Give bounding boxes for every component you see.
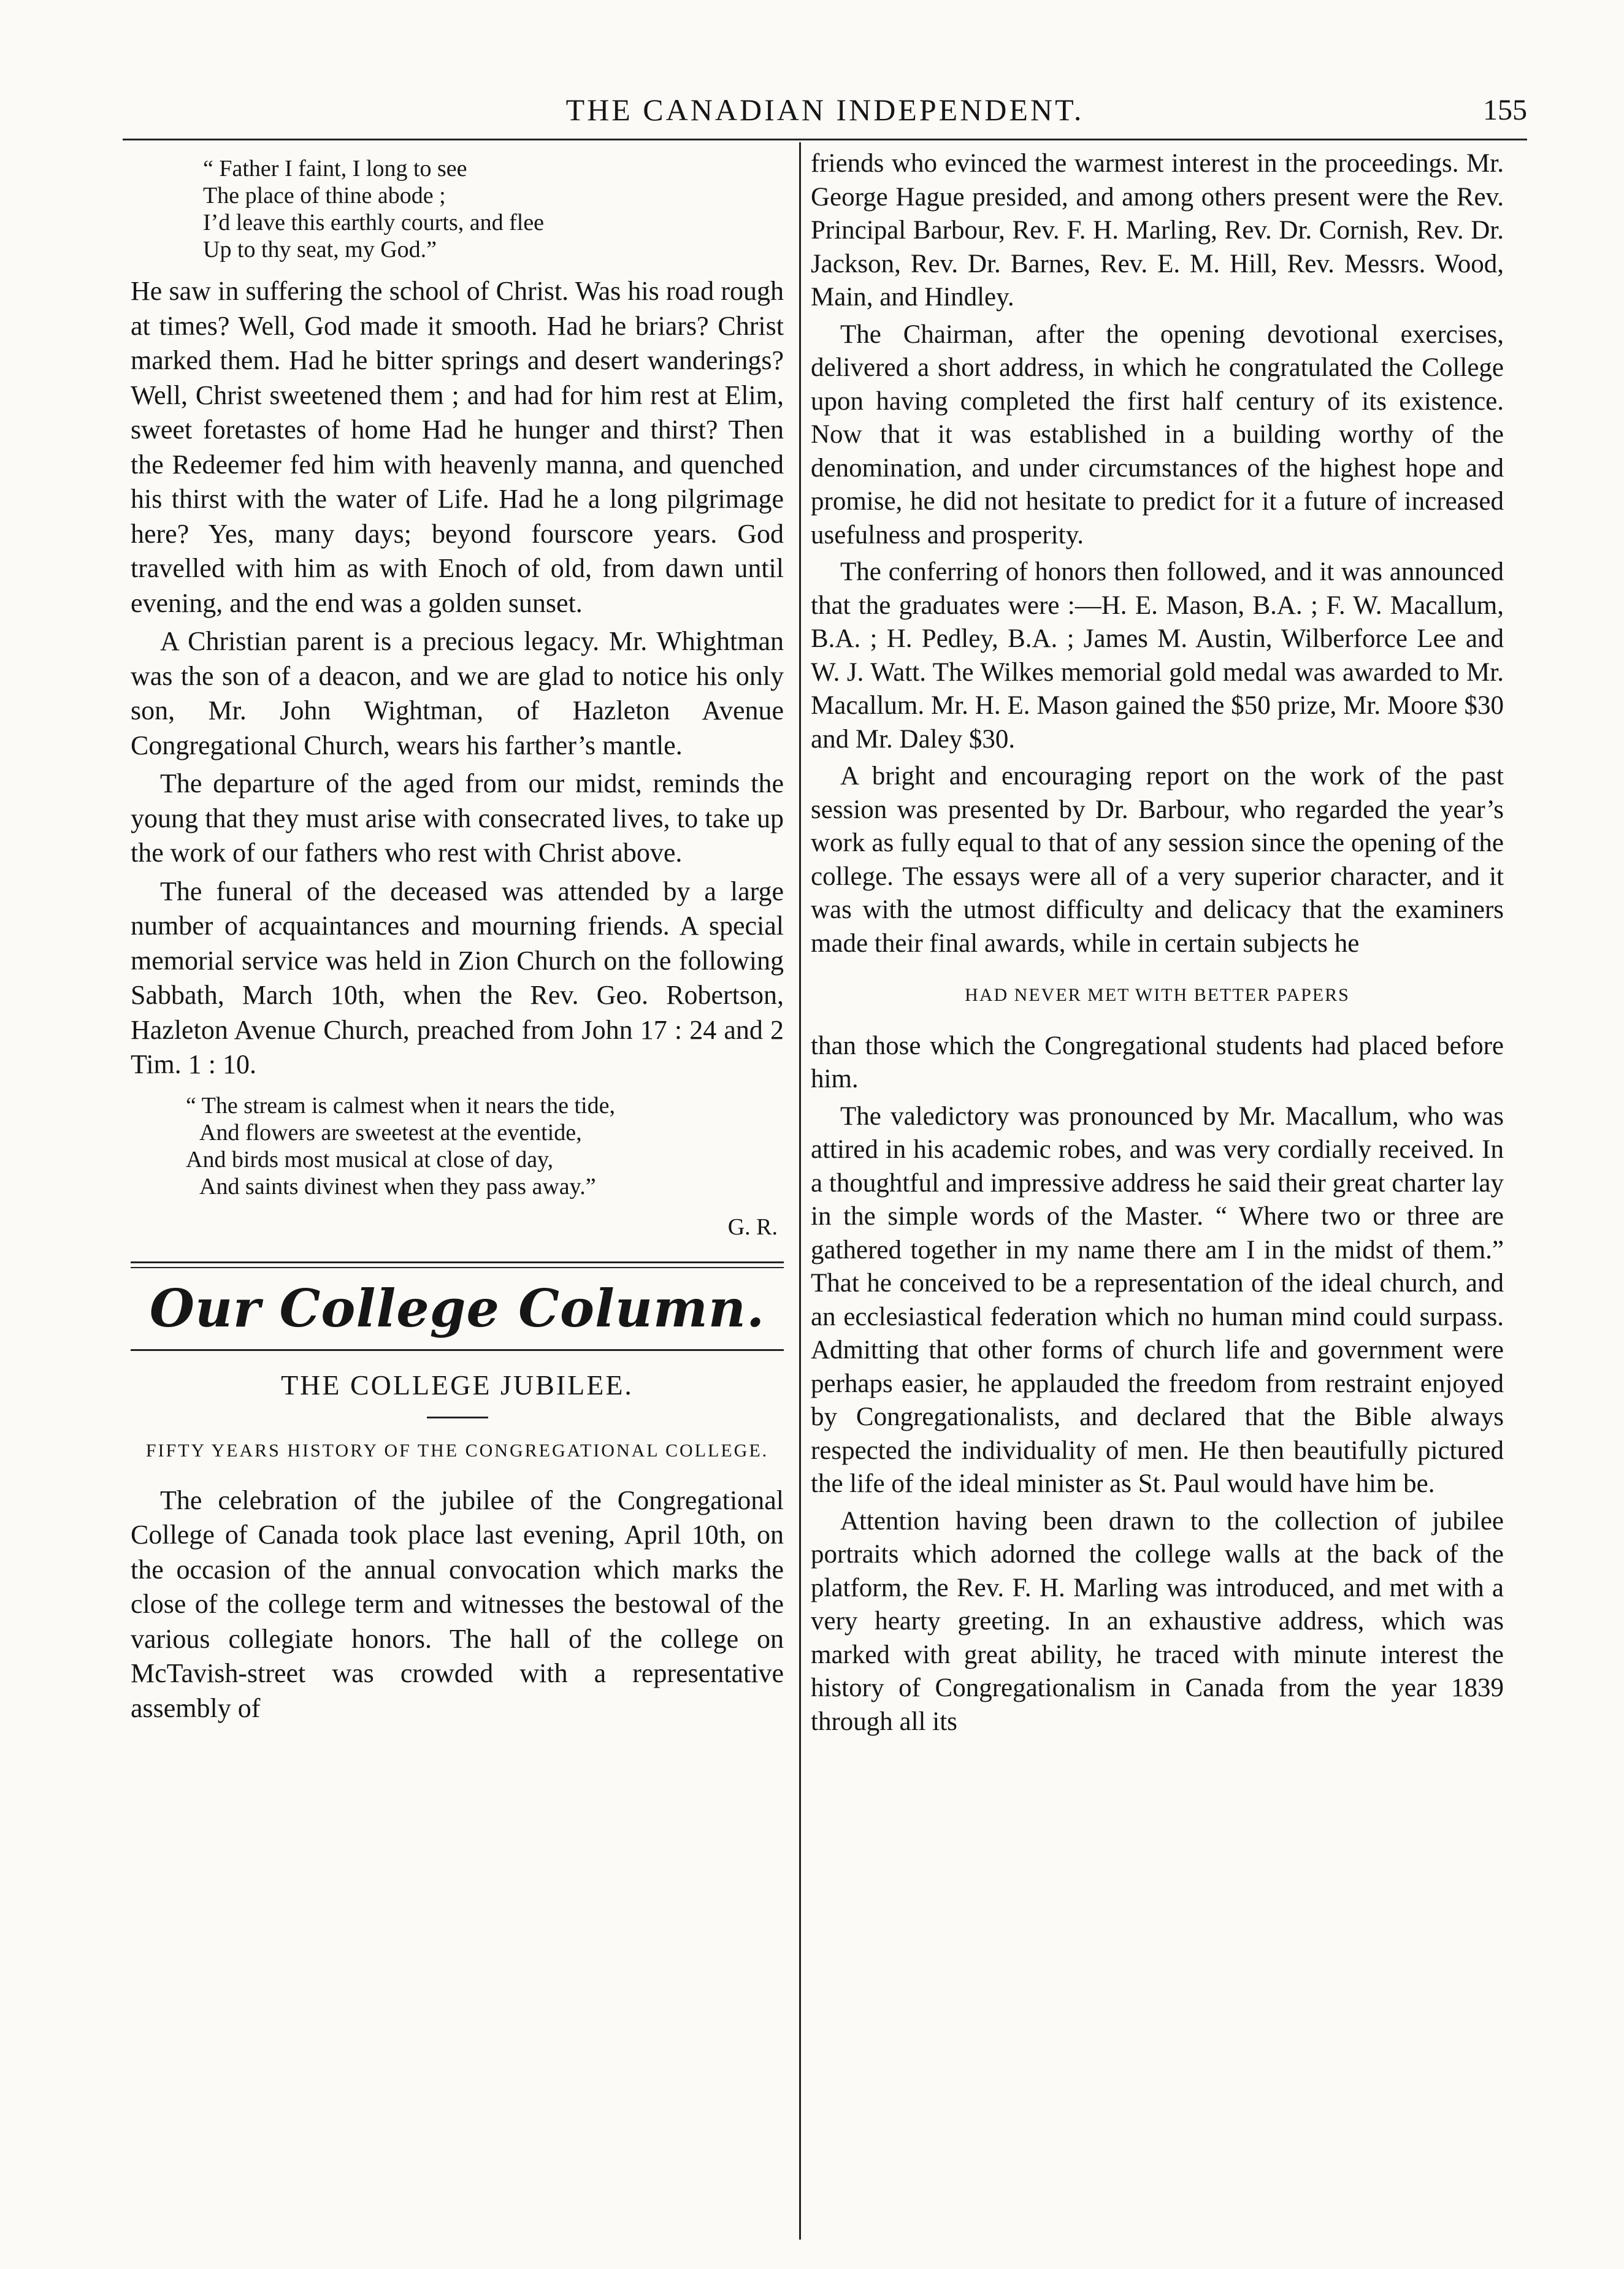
paragraph: The Chairman, after the opening devotional exercises, delivered a short address, in which he congratulated the College upon having completed the first half century of its existence. Now that it was established in a building worthy of the denomination, and under circumstances of the highest hope and promise, he did not hesitate to predict for it a future of increased usefulness and prosperity. — [811, 319, 1504, 549]
poem-line: “ Father I faint, I long to see — [203, 156, 467, 182]
paragraph: friends who evinced the warmest interest in the proceedings. Mr. George Hague presided, and among others present were the Rev. Principal Barbour, Rev. F. H. Marling, Rev. Dr. Cornish, Rev. Dr. Jackson, Rev. Dr. Barnes, Rev. E. M. Hill, Rev. Messrs. Wood, Main, and Hindley. — [811, 149, 1504, 312]
column-rule — [799, 142, 801, 2240]
paragraph: A Christian parent is a precious legacy. Mr. Whightman was the son of a deacon, and we are glad to notice his only son, Mr. John Wightman, of Hazleton Avenue Congregational Church, wears his farther’s mantle. — [131, 626, 784, 760]
poem-line: The place of thine abode ; — [203, 183, 446, 209]
left-column — [131, 150, 784, 1729]
paragraph: The celebration of the jubilee of the Congregational College of Canada took place last evening, April 10th, on the occasion of the annual convocation which marks the close of the college term and witnesses the bestowal of the various collegiate honors. The hall of the college on McTavish-street was crowded with a representative assembly of — [131, 1485, 784, 1723]
page-number: 155 — [1483, 94, 1527, 126]
article-title: THE COLLEGE JUBILEE. — [281, 1369, 634, 1401]
poem-line: And saints divinest when they pass away.” — [199, 1173, 596, 1200]
inline-subheading: HAD NEVER MET WITH BETTER PAPERS — [965, 985, 1350, 1005]
paragraph: A bright and encouraging report on the work of the past session was presented by Dr. Barbour, who regarded the year’s work as fully equal to that of any session since the opening of the college. The essays were all of a very superior character, and it was with the utmost difficulty and delicacy that the examiners made their final awards, while in certain subjects he — [811, 762, 1504, 958]
paragraph: The funeral of the deceased was attended by a large number of acquaintances and mourning friends. A special memorial service was held in Zion Church on the following Sabbath, March 10th, when the Rev. Geo. Robertson, Hazleton Avenue Church, preached from John 17 : 24 and 2 Tim. 1 : 10. — [131, 876, 784, 1079]
column-heading: Our College Column. — [149, 1278, 765, 1339]
right-column — [811, 147, 1504, 1742]
poem-line: I’d leave this earthly courts, and flee — [203, 210, 545, 235]
title-rule — [427, 1417, 488, 1418]
paragraph: than those which the Congregational students had placed before him. — [811, 1031, 1504, 1093]
section-divider — [131, 1261, 784, 1268]
heading-rule — [131, 1349, 784, 1351]
poem-line: Up to thy seat, my God.” — [203, 237, 437, 262]
header-rule — [123, 139, 1527, 140]
paragraph: The conferring of honors then followed, and it was announced that the graduates were :—H. E. Mason, B.A. ; F. W. Macallum, B.A. ; H. Pedley, B.A. ; James M. Austin, Wilberforce Lee and W. J. Watt. The Wilkes memorial gold medal was awarded to Mr. Macallum. Mr. H. E. Mason gained the $50 prize, Mr. Moore $30 and Mr. Daley $30. — [811, 557, 1504, 754]
paragraph: Attention having been drawn to the collection of jubilee portraits which adorned the college walls at the back of the platform, the Rev. F. H. Marling was introduced, and met with a very hearty greeting. In an exhaustive address, which was marked with great ability, he traced with minute interest the history of Congregationalism in Canada from the year 1839 through all its — [811, 1506, 1504, 1736]
poem-line: “ The stream is calmest when it nears the tide, — [186, 1092, 615, 1119]
paragraph: The departure of the aged from our midst, reminds the young that they must arise with consecrated lives, to take up the work of our fathers who rest with Christ above. — [131, 768, 784, 868]
article-subheading: FIFTY YEARS HISTORY OF THE CONGREGATIONAL COLLEGE. — [145, 1440, 769, 1461]
page-header — [123, 92, 1527, 135]
author-initials: G. R. — [727, 1214, 778, 1240]
closing-poem — [131, 1092, 784, 1200]
opening-poem — [131, 155, 784, 263]
poem-line: And birds most musical at close of day, — [186, 1146, 554, 1173]
poem-line: And flowers are sweetest at the eventide, — [199, 1119, 582, 1146]
paragraph: He saw in suffering the school of Christ. Was his road rough at times? Well, God made it smooth. Had he briars? Christ marked them. Had he bitter springs and desert wanderings? Well, Christ sweetened them ; and had for him rest at Elim, sweet foretastes of home Had he hunger and thirst? Then the Redeemer fed him with heavenly manna, and quenched his thirst with the water of Life. Had he a long pilgrimage here? Yes, many days; beyond fourscore years. God travelled with him as with Enoch of old, from dawn until evening, and the end was a golden sunset. — [131, 276, 784, 618]
paragraph: The valedictory was pronounced by Mr. Macallum, who was attired in his academic robes, and was very cordially received. In a thoughtful and impressive address he said their great charter lay in the simple words of the Master. “ Where two or three are gathered together in my name there am I in the midst of them.” That he conceived to be a representation of the ideal church, and an ecclesiastical federation which no human mind could surpass. Admitting that other forms of church life and government were perhaps easier, he applauded the freedom from restraint enjoyed by Congregationalists, and declared that the Bible always respected the individuality of men. He then beautifully pictured the life of the ideal minister as St. Paul would have him be. — [811, 1101, 1504, 1498]
running-title: THE CANADIAN INDEPENDENT. — [565, 93, 1084, 127]
